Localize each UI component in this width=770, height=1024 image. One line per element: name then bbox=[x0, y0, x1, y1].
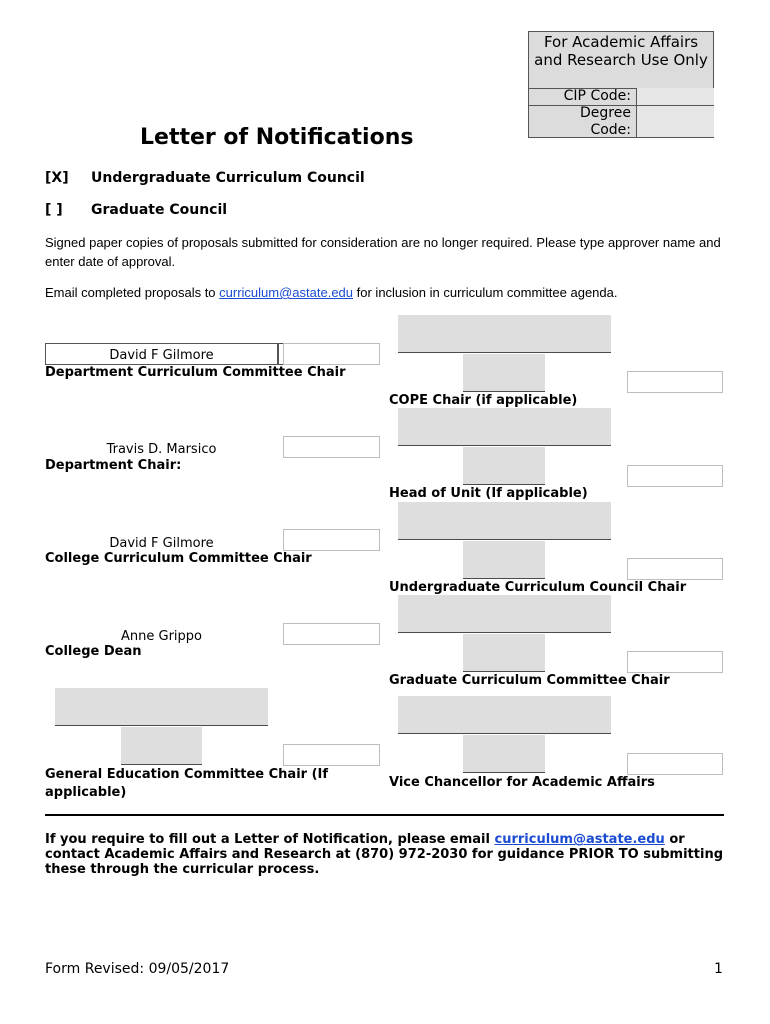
signer-1-date-field[interactable] bbox=[283, 343, 380, 365]
page-title: Letter of Notifications bbox=[140, 125, 414, 150]
signer-2-role: Department Chair: bbox=[45, 458, 182, 473]
form-revised-date: Form Revised: 09/05/2017 bbox=[45, 961, 230, 977]
degree-code-label-line2: Code: bbox=[590, 122, 631, 138]
curriculum-email-link[interactable]: curriculum@astate.edu bbox=[219, 285, 354, 300]
signer-5-name-field[interactable] bbox=[55, 688, 268, 725]
email-line-after: for inclusion in curriculum committee agenda. bbox=[353, 285, 618, 300]
vice-chancellor-role: Vice Chancellor for Academic Affairs bbox=[389, 775, 655, 790]
ucc-chair-signature-field[interactable] bbox=[463, 541, 545, 578]
vice-chancellor-date-field[interactable] bbox=[627, 753, 723, 775]
signer-3-role: College Curriculum Committee Chair bbox=[45, 551, 312, 566]
footer-email-link[interactable]: curriculum@astate.edu bbox=[494, 832, 665, 847]
ucc-label: Undergraduate Curriculum Council bbox=[91, 170, 365, 186]
page-number: 1 bbox=[714, 961, 723, 977]
footer-note-after: or contact Academic Affairs and Research at (870) 972-2030 for guidance PRIOR TO submitting these through the curricular process. bbox=[45, 832, 723, 877]
graduate-council-checkbox[interactable]: [ ] bbox=[45, 202, 63, 218]
cip-code-label: CIP Code: bbox=[563, 88, 631, 104]
vice-chancellor-name-field[interactable] bbox=[398, 696, 611, 733]
head-of-unit-role: Head of Unit (If applicable) bbox=[389, 486, 588, 501]
signer-3-name: David F Gilmore bbox=[109, 536, 214, 551]
signer-1-name: David F Gilmore bbox=[109, 348, 214, 363]
gcc-chair-name-field[interactable] bbox=[398, 595, 611, 632]
vice-chancellor-signature-field[interactable] bbox=[463, 735, 545, 772]
graduate-council-label: Graduate Council bbox=[91, 202, 228, 218]
head-of-unit-name-field[interactable] bbox=[398, 408, 611, 445]
gcc-chair-signature-field[interactable] bbox=[463, 634, 545, 671]
head-of-unit-date-field[interactable] bbox=[627, 465, 723, 487]
signer-4-role: College Dean bbox=[45, 644, 142, 659]
cope-name-field[interactable] bbox=[398, 315, 611, 352]
office-use-heading: For Academic Affairs and Research Use Only bbox=[534, 33, 708, 69]
office-use-box bbox=[528, 31, 714, 138]
signer-5-role: General Education Committee Chair (If applicable) bbox=[45, 767, 329, 800]
ucc-checkbox[interactable]: [X] bbox=[45, 170, 69, 186]
signer-2-name: Travis D. Marsico bbox=[106, 442, 217, 457]
email-line bbox=[45, 284, 617, 302]
instructions-text: Signed paper copies of proposals submitted for consideration are no longer required. Please type approver name and enter date of approval. bbox=[45, 235, 721, 269]
head-of-unit-signature-field[interactable] bbox=[463, 447, 545, 484]
ucc-chair-role: Undergraduate Curriculum Council Chair bbox=[389, 580, 687, 595]
signer-1-name-box[interactable] bbox=[45, 343, 278, 365]
signer-1-role: Department Curriculum Committee Chair bbox=[45, 365, 346, 380]
section-divider bbox=[45, 814, 724, 816]
cope-signature-field[interactable] bbox=[463, 354, 545, 391]
signer-4-name: Anne Grippo bbox=[121, 629, 202, 644]
cope-date-field[interactable] bbox=[627, 371, 723, 393]
footer-note-before: If you require to fill out a Letter of Notification, please email bbox=[45, 832, 495, 847]
ucc-chair-date-field[interactable] bbox=[627, 558, 723, 580]
signer-3-date-field[interactable] bbox=[283, 529, 380, 551]
signer-5-signature-field[interactable] bbox=[121, 727, 202, 764]
signer-5-date-field[interactable] bbox=[283, 744, 380, 766]
gcc-chair-role: Graduate Curriculum Committee Chair bbox=[389, 673, 670, 688]
ucc-chair-name-field[interactable] bbox=[398, 502, 611, 539]
signer-4-date-field[interactable] bbox=[283, 623, 380, 645]
footer-note bbox=[45, 832, 735, 877]
email-line-before: Email completed proposals to bbox=[45, 285, 220, 300]
gcc-chair-date-field[interactable] bbox=[627, 651, 723, 673]
cope-role: COPE Chair (if applicable) bbox=[389, 393, 578, 408]
degree-code-label-line1: Degree bbox=[580, 105, 631, 121]
signer-2-date-field[interactable] bbox=[283, 436, 380, 458]
cip-code-field[interactable] bbox=[636, 88, 714, 105]
degree-code-field[interactable] bbox=[636, 106, 714, 137]
